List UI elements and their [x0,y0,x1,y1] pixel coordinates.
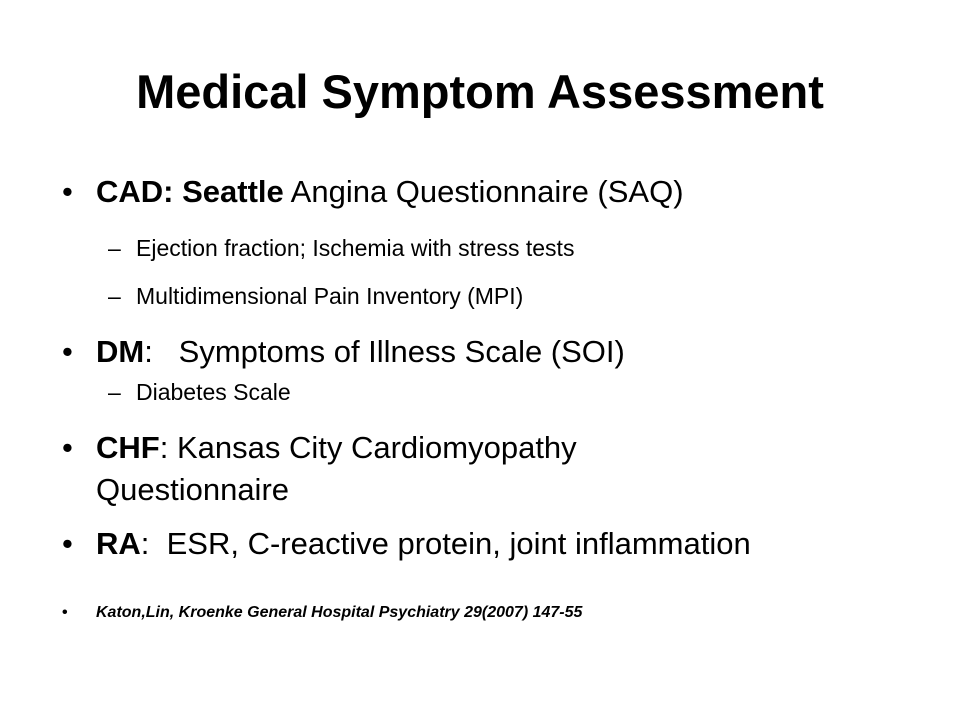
bullet-ra-text: : ESR, C-reactive protein, joint inflammation [140,526,751,561]
bullet-dm-term: DM [96,334,145,369]
bullet-cad-text: Angina Questionnaire (SAQ) [283,174,684,209]
subitem-text: Multidimensional Pain Inventory (MPI) [136,283,524,309]
bullet-glyph: • [62,334,73,369]
dash-glyph: – [108,283,121,309]
subitem-text: Ejection fraction; Ischemia with stress tests [136,235,575,261]
dash-glyph: – [108,235,121,261]
bullet-glyph: • [62,174,73,209]
citation-text: Katon,Lin, Kroenke General Hospital Psychiatry 29(2007) 147-55 [96,604,583,621]
bullet-glyph: • [62,430,73,465]
bullet-ra-term: RA [96,526,141,561]
bullet-dm-text: : Symptoms of Illness Scale (SOI) [144,334,625,369]
bullet-chf-text: : Kansas City Cardiomyopathy [159,430,577,465]
subitem-text: Diabetes Scale [136,379,291,405]
bullet-chf-term: CHF [96,430,160,465]
bullet-glyph: • [62,604,68,621]
bullet-glyph: • [62,526,73,561]
dash-glyph: – [108,379,121,405]
bullet-cad-term: CAD: Seattle [96,174,284,209]
slide-title: Medical Symptom Assessment [136,65,824,118]
bullet-chf-continuation: Questionnaire [96,472,290,507]
